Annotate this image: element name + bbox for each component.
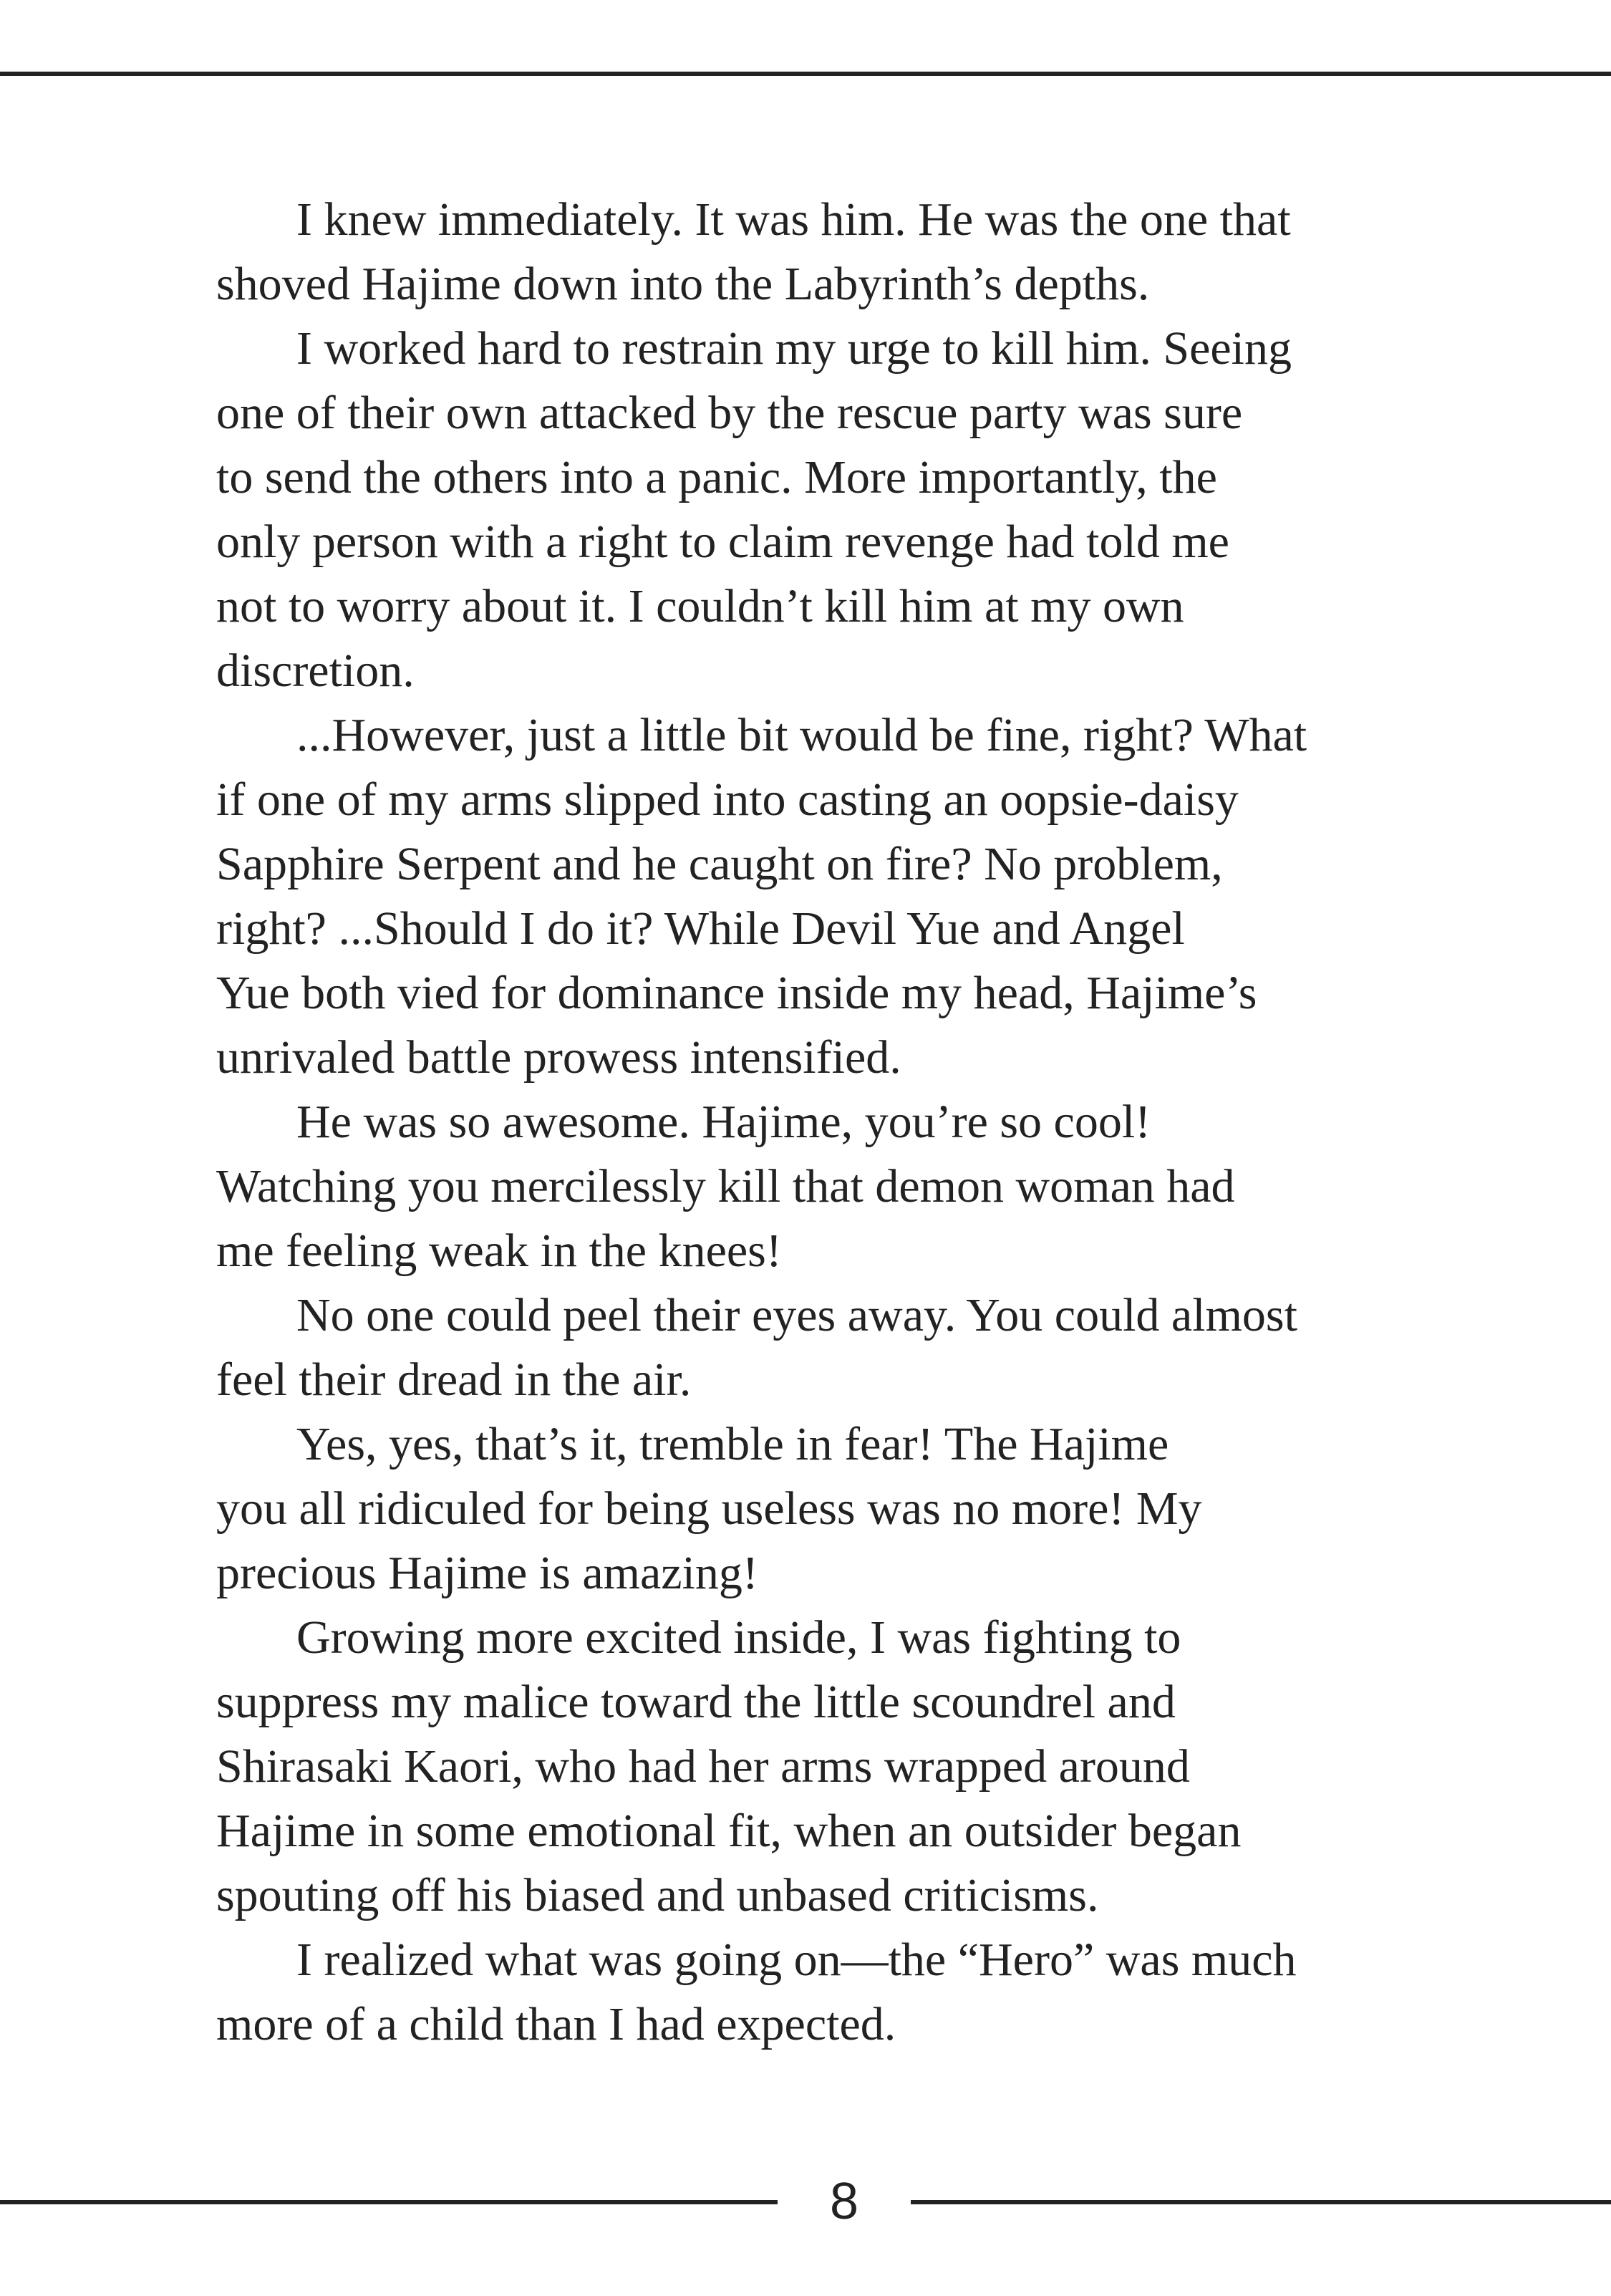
text-line: you all ridiculed for being useless was no more! My	[216, 1482, 1202, 1535]
page-number: 8	[829, 2173, 859, 2230]
text-line: I worked hard to restrain my urge to kill him. Seeing	[296, 322, 1292, 375]
text-line: only person with a right to claim revenge had told me	[216, 516, 1229, 568]
body-text	[216, 188, 1448, 2057]
top-rule	[0, 72, 1611, 76]
text-line: Growing more excited inside, I was fighting to	[296, 1611, 1181, 1664]
text-line: Hajime in some emotional fit, when an outsider began	[216, 1805, 1242, 1857]
text-line: Sapphire Serpent and he caught on fire? No problem,	[216, 838, 1223, 890]
text-line: Shirasaki Kaori, who had her arms wrapped around	[216, 1740, 1190, 1793]
text-line: ...However, just a little bit would be fine, right? What	[296, 709, 1307, 761]
text-line: unrivaled battle prowess intensified.	[216, 1031, 901, 1084]
bottom-rule-right	[911, 2200, 1611, 2204]
text-line: right? ...Should I do it? While Devil Yue and Angel	[216, 902, 1185, 955]
text-line: precious Hajime is amazing!	[216, 1547, 758, 1599]
text-line: Yue both vied for dominance inside my head, Hajime’s	[216, 967, 1257, 1019]
text-line: shoved Hajime down into the Labyrinth’s depths.	[216, 258, 1150, 310]
text-line: spouting off his biased and unbased criticisms.	[216, 1869, 1099, 1921]
text-line: to send the others into a panic. More importantly, the	[216, 451, 1217, 503]
text-line: No one could peel their eyes away. You could almost	[296, 1289, 1297, 1341]
text-line: I realized what was going on—the “Hero” was much	[296, 1934, 1297, 1986]
text-line: if one of my arms slipped into casting an oopsie-daisy	[216, 773, 1239, 826]
text-line: one of their own attacked by the rescue party was sure	[216, 387, 1243, 439]
text-line: discretion.	[216, 645, 415, 697]
text-line: Yes, yes, that’s it, tremble in fear! The Hajime	[296, 1418, 1169, 1470]
bottom-rule-left	[0, 2200, 778, 2204]
text-line: more of a child than I had expected.	[216, 1998, 896, 2050]
text-line: me feeling weak in the knees!	[216, 1225, 782, 1277]
text-line: He was so awesome. Hajime, you’re so cool!	[296, 1096, 1151, 1148]
text-line: feel their dread in the air.	[216, 1354, 692, 1406]
text-line: not to worry about it. I couldn’t kill him at my own	[216, 580, 1184, 632]
text-line: suppress my malice toward the little scoundrel and	[216, 1676, 1176, 1728]
text-line: Watching you mercilessly kill that demon woman had	[216, 1160, 1235, 1212]
text-line: I knew immediately. It was him. He was the one that	[296, 193, 1291, 246]
